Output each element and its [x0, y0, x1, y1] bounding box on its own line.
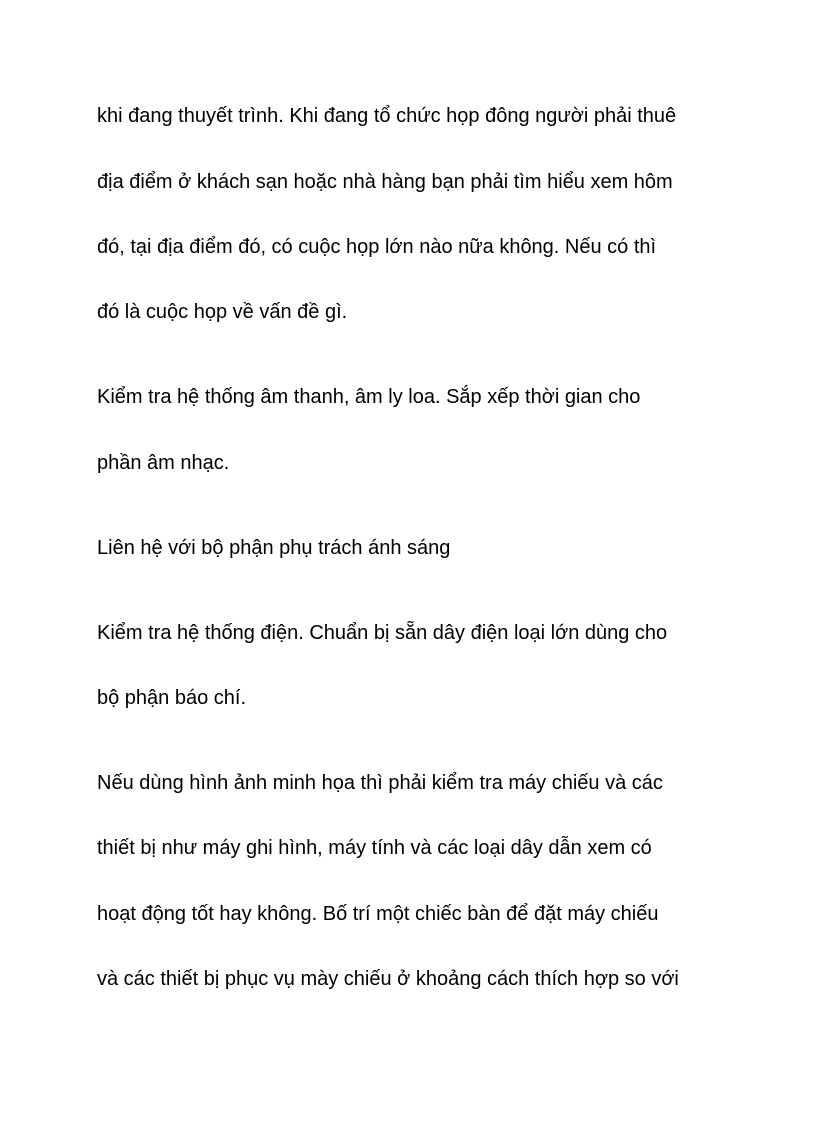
text-line: đó, tại địa điểm đó, có cuộc họp lớn nào nữa không. Nếu có thì — [97, 236, 657, 258]
text-line: thiết bị như máy ghi hình, máy tính và các loại dây dẫn xem có — [97, 837, 652, 859]
text-line: đó là cuộc họp về vấn đề gì. — [97, 301, 348, 323]
text-line: địa điểm ở khách sạn hoặc nhà hàng bạn phải tìm hiểu xem hôm — [97, 171, 673, 193]
text-line: phần âm nhạc. — [97, 452, 230, 474]
text-line: Kiểm tra hệ thống âm thanh, âm ly loa. Sắp xếp thời gian cho — [97, 386, 641, 408]
text-line: Nếu dùng hình ảnh minh họa thì phải kiểm tra máy chiếu và các — [97, 772, 663, 794]
text-line: Liên hệ với bộ phận phụ trách ánh sáng — [97, 537, 451, 559]
text-line: khi đang thuyết trình. Khi đang tổ chức họp đông người phải thuê — [97, 105, 677, 127]
text-line: bộ phận báo chí. — [97, 687, 247, 709]
text-line: Kiểm tra hệ thống điện. Chuẩn bị sẵn dây điện loại lớn dùng cho — [97, 622, 668, 644]
text-line: và các thiết bị phục vụ mày chiếu ở khoảng cách thích hợp so với — [97, 968, 679, 990]
text-line: hoạt động tốt hay không. Bố trí một chiếc bàn để đặt máy chiếu — [97, 903, 659, 925]
